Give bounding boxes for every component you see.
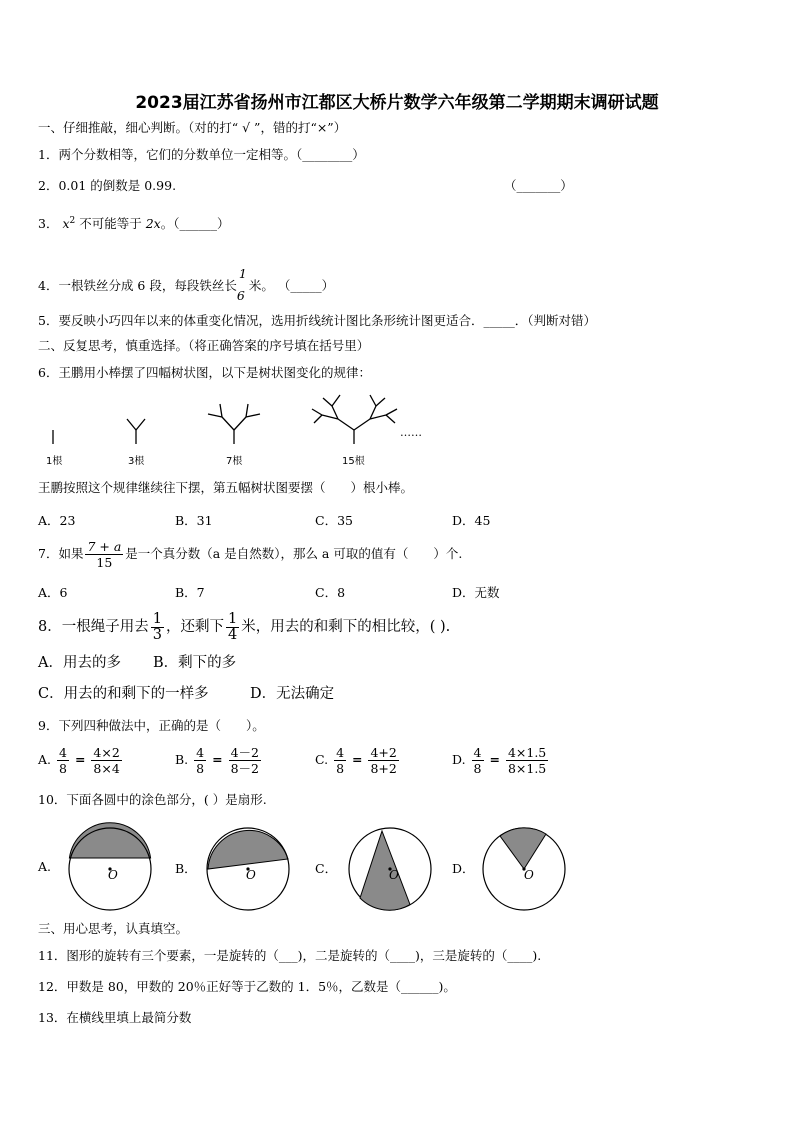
circle-b-segment	[208, 830, 288, 869]
q9-option-d: D. $\frac{4}{8}$ = $\frac{4\times 1.5}{8\times 1.5}$	[452, 745, 547, 776]
question-9: 9．下列四种做法中，正确的是（ ）。	[38, 718, 265, 733]
q8-option-d: D．无法确定	[250, 686, 335, 702]
q3-tail: 。（______）	[160, 216, 230, 232]
circle-d	[482, 827, 566, 911]
q9-a-left-num: 4	[59, 745, 67, 760]
q9-option-c: C. $\frac{4}{8}$ = $\frac{4+2}{8+2}$	[315, 745, 397, 776]
tree-caption-2: 3根	[128, 456, 145, 467]
q9-c-right-den: 8+2	[370, 761, 397, 776]
section1-heading: 一、仔细推敲，细心判断。（对的打“ √ ”，错的打“×”）	[38, 120, 347, 135]
q7-option-c: C．8	[315, 585, 346, 600]
q4-frac-num: 1	[238, 266, 247, 281]
q9-a-right-den: 8×4	[93, 761, 120, 776]
question-8	[38, 610, 450, 644]
q7-option-a: A．6	[38, 585, 68, 600]
q6-option-b: B．31	[175, 513, 213, 528]
circle-d-center-label: O	[524, 868, 534, 882]
q8-option-a: A．用去的多	[38, 655, 121, 671]
page-title: 2023届江苏省扬州市江都区大桥片数学六年级第二学期期末调研试题	[135, 93, 659, 113]
question-2: 2．0.01 的倒数是 0.99.	[38, 178, 177, 193]
q8-part1: 8．一根绳子用去	[38, 619, 149, 635]
circle-c	[348, 827, 432, 911]
circle-a-center-label: O	[108, 868, 118, 882]
question-6: 6．王鹏用小棒摆了四幅树状图，以下是树状图变化的规律：	[38, 365, 371, 380]
q9-option-b: B. $\frac{4}{8}$ = $\frac{4-2}{8-2}$	[175, 745, 259, 776]
q4-after: 米。 （_____）	[248, 278, 335, 293]
tree-figures	[40, 388, 440, 468]
q9-b-left-den: 8	[196, 761, 205, 776]
q9-b-left-num: 4	[196, 745, 205, 760]
q9-b-right-num: 4－2	[230, 745, 259, 760]
question-5: 5．要反映小巧四年以来的体重变化情况，选用折线统计图比条形统计图更适合．_____．（判断对错）	[38, 313, 596, 328]
question-10: 10．下面各圆中的涂色部分，( ）是扇形.	[38, 792, 267, 807]
question-3	[38, 213, 230, 232]
q10-label-b: B．	[175, 861, 197, 876]
tree-4	[312, 395, 397, 444]
q9-d-left-num: 4	[473, 745, 482, 760]
q8-part2: ，还剩下	[165, 619, 224, 635]
tree-caption-4: 15根	[342, 456, 365, 467]
q10-label-d: D．	[452, 861, 475, 876]
q6-option-d: D．45	[452, 513, 491, 528]
q9-c-label: C.	[315, 752, 329, 767]
circle-c-center-label: O	[389, 868, 399, 882]
q9-c-left-num: 4	[336, 745, 345, 760]
q7-frac-num: 7 + a	[87, 539, 122, 554]
tree-caption-3: 7根	[226, 456, 243, 467]
q9-option-a: A. $\frac{4}{8}$ = $\frac{4\times 2}{8\times 4}$	[38, 745, 120, 776]
q3-2x: 2x	[145, 216, 161, 232]
q10-label-c: C．	[315, 861, 338, 876]
q7-after: 是一个真分数（a 是自然数），那么 a 可取的值有（ ）个.	[125, 546, 463, 561]
q7-option-b: B．7	[175, 585, 205, 600]
q8-option-c: C．用去的和剩下的一样多	[38, 686, 209, 702]
q9-a-right-num: 4×2	[93, 745, 120, 760]
q7-before: 7．如果	[38, 546, 84, 561]
question-7	[38, 537, 462, 571]
section3-heading: 三、用心思考，认真填空。	[38, 921, 189, 936]
q9-a-left-den: 8	[59, 761, 67, 776]
tree-3	[208, 404, 260, 444]
q4-before: 4．一根铁丝分成 6 段，每段铁丝长	[38, 278, 237, 293]
circle-d-sector	[500, 828, 546, 869]
q7-option-d: D．无数	[452, 585, 500, 600]
q8-frac2-num: 1	[227, 610, 238, 627]
q8-frac1-den: 3	[152, 626, 162, 643]
q9-b-label: B.	[175, 752, 189, 767]
q8-part3: 米，用去的和剩下的相比较，( ).	[241, 619, 451, 635]
circle-a	[68, 827, 152, 911]
q8-option-b: B．剩下的多	[153, 655, 237, 671]
q9-d-right-den: 8×1.5	[507, 761, 547, 776]
question-13: 13．在横线里填上最简分数	[38, 1010, 192, 1025]
question-1: 1．两个分数相等，它们的分数单位一定相等。（________）	[38, 147, 365, 162]
q3-num: 3．	[38, 216, 59, 232]
q3-x: x	[62, 216, 70, 232]
q4-frac-den: 6	[236, 288, 245, 303]
question-4	[38, 266, 335, 303]
circle-c-shape	[360, 831, 410, 910]
question-11: 11．图形的旋转有三个要素，一是旋转的（___)，二是旋转的（____)，三是旋转的（____).	[38, 948, 542, 963]
q6-option-a: A．23	[38, 513, 76, 528]
tree-ellipsis: ……	[400, 426, 422, 439]
question-6-ask: 王鹏按照这个规律继续往下摆，第五幅树状图要摆（ ）根小棒。	[38, 480, 414, 495]
q8-frac1-num: 1	[152, 610, 162, 627]
question-2-blank: （_______）	[504, 178, 573, 193]
section2-heading: 二、反复思考，慎重选择。（将正确答案的序号填在括号里）	[38, 338, 370, 353]
q6-option-c: C．35	[315, 513, 353, 528]
tree-2	[127, 419, 145, 444]
q7-frac-den: 15	[96, 555, 113, 570]
q9-b-right-den: 8－2	[230, 761, 259, 776]
q9-a-label: A.	[38, 752, 52, 767]
q9-d-right-num: 4×1.5	[507, 745, 547, 760]
q10-label-a: A.	[38, 859, 52, 874]
q9-d-left-den: 8	[473, 761, 482, 776]
q8-frac2-den: 4	[227, 626, 238, 643]
circle-b-center-label: O	[246, 868, 256, 882]
tree-caption-1: 1根	[46, 456, 63, 467]
circle-b	[206, 827, 290, 911]
q9-c-left-den: 8	[336, 761, 345, 776]
q9-d-label: D.	[452, 752, 466, 767]
question-12: 12．甲数是 80，甲数的 20％正好等于乙数的 1．5％，乙数是（______)。	[38, 979, 456, 994]
q3-mid: 不可能等于	[79, 216, 142, 232]
q3-exp: 2	[69, 216, 76, 226]
q9-c-right-num: 4+2	[370, 745, 397, 760]
